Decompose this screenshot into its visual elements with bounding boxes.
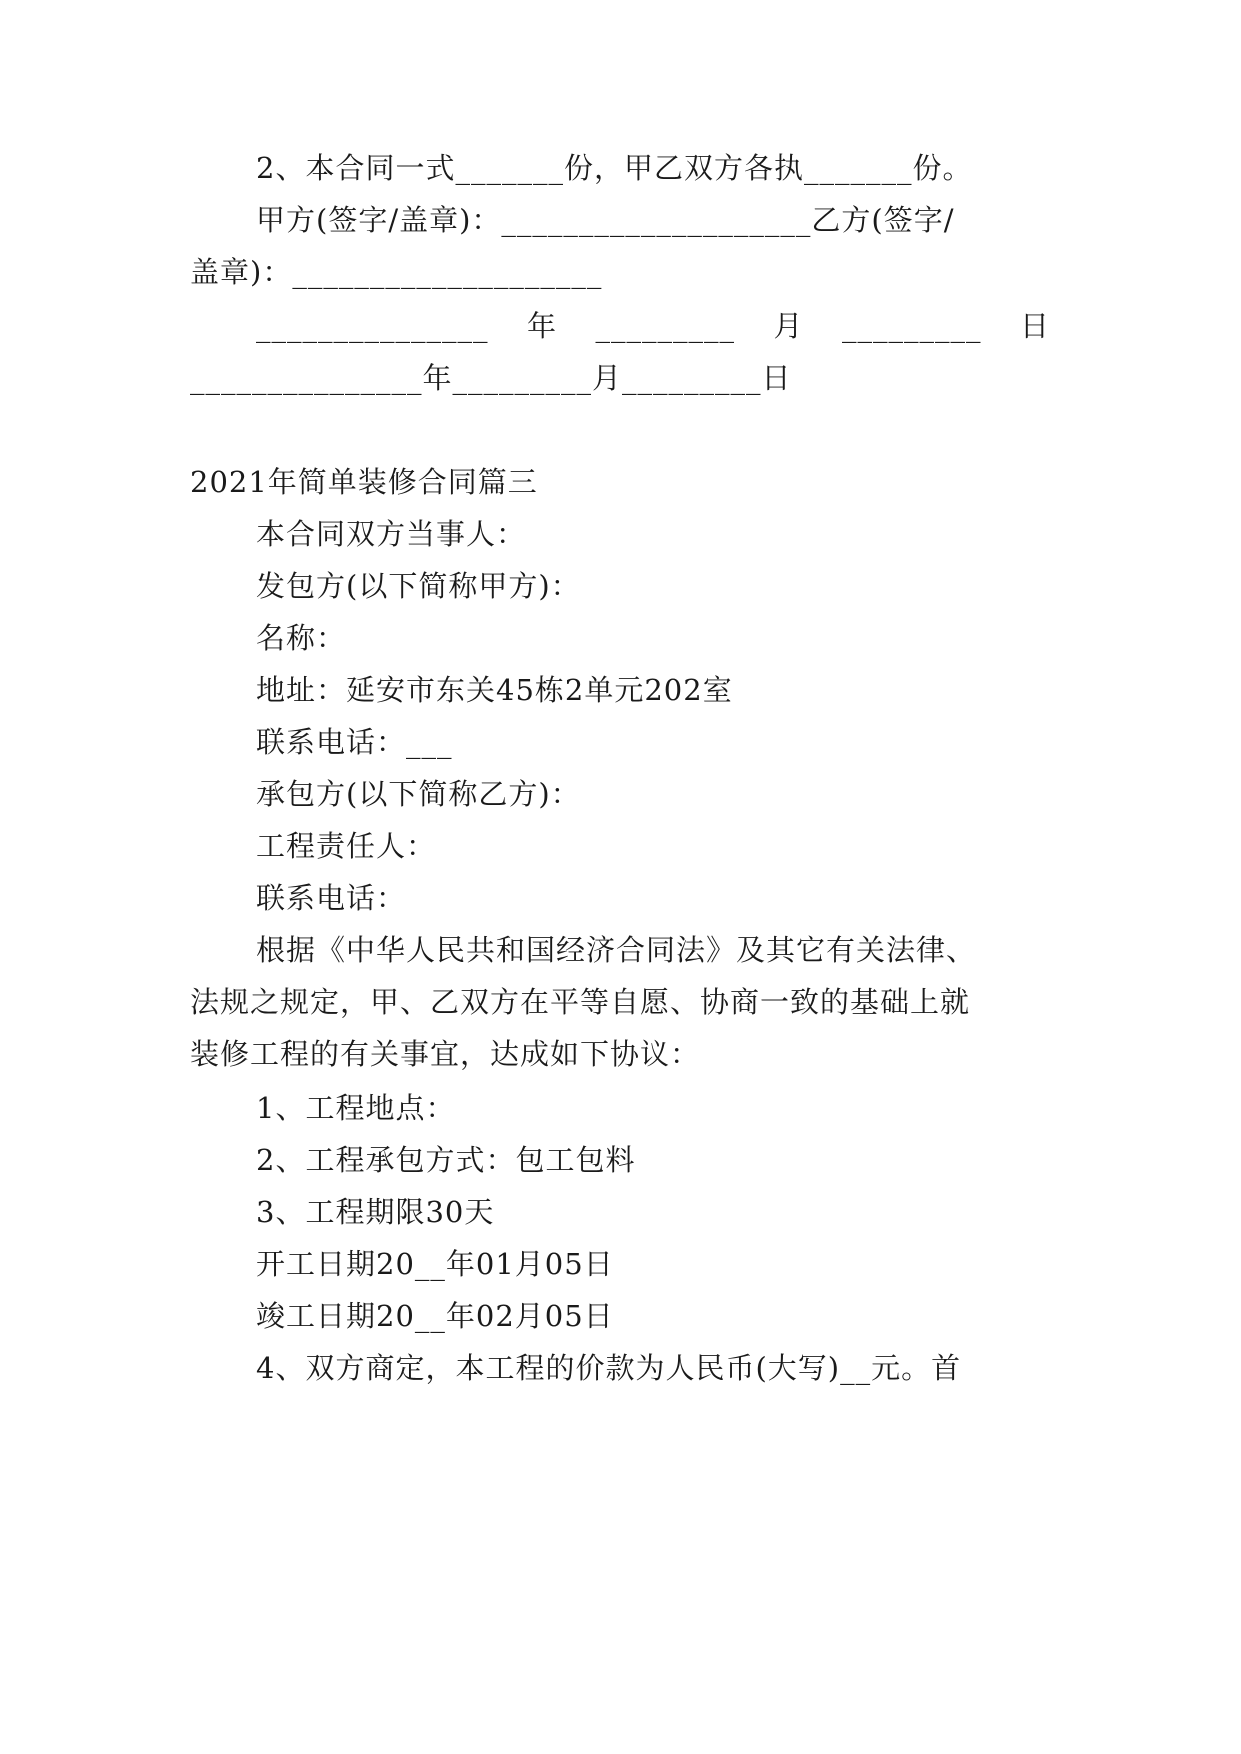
date-month-label: 月 xyxy=(773,309,804,343)
text-line: 本合同双方当事人： xyxy=(256,517,527,551)
date-blank-year: _______________ xyxy=(256,309,489,343)
text-line: 1、工程地点： xyxy=(256,1091,456,1125)
text-line: 工程责任人： xyxy=(256,829,437,863)
text-line: 2、工程承包方式：包工包料 xyxy=(256,1143,636,1177)
text-line: 联系电话：___ xyxy=(256,725,453,759)
date-row xyxy=(256,306,1050,346)
date-day-label: 日 xyxy=(1019,309,1050,343)
date-blank-day: _________ xyxy=(841,309,982,343)
text-line: 名称： xyxy=(256,621,347,655)
text-line: 3、工程期限30天 xyxy=(256,1195,495,1229)
text-line: 发包方(以下简称甲方)： xyxy=(256,569,581,603)
text-line: 4、双方商定，本工程的价款为人民币(大写)__元。首 xyxy=(256,1351,962,1385)
date-year-label: 年 xyxy=(526,309,557,343)
paragraph-line: 装修工程的有关事宜，达成如下协议： xyxy=(190,1037,701,1071)
date-blank-month: _________ xyxy=(595,309,735,343)
text-line: 甲方(签字/盖章)：____________________乙方(签字/ xyxy=(256,203,955,237)
text-line: 开工日期20__年01月05日 xyxy=(256,1247,614,1281)
text-line: 2、本合同一式_______份，甲乙双方各执_______份。 xyxy=(256,151,973,185)
text-line: 盖章)：____________________ xyxy=(190,255,603,289)
date-row-2: _______________年_________月_________日 xyxy=(190,361,792,395)
paragraph-line: 法规之规定，甲、乙双方在平等自愿、协商一致的基础上就 xyxy=(190,985,971,1019)
text-line: 承包方(以下简称乙方)： xyxy=(256,777,581,811)
text-line: 联系电话： xyxy=(256,881,407,915)
paragraph-line: 根据《中华人民共和国经济合同法》及其它有关法律、 xyxy=(256,933,977,967)
text-line: 竣工日期20__年02月05日 xyxy=(256,1299,614,1333)
section-title: 2021年简单装修合同篇三 xyxy=(190,465,538,499)
text-line: 地址：延安市东关45栋2单元202室 xyxy=(256,673,733,707)
